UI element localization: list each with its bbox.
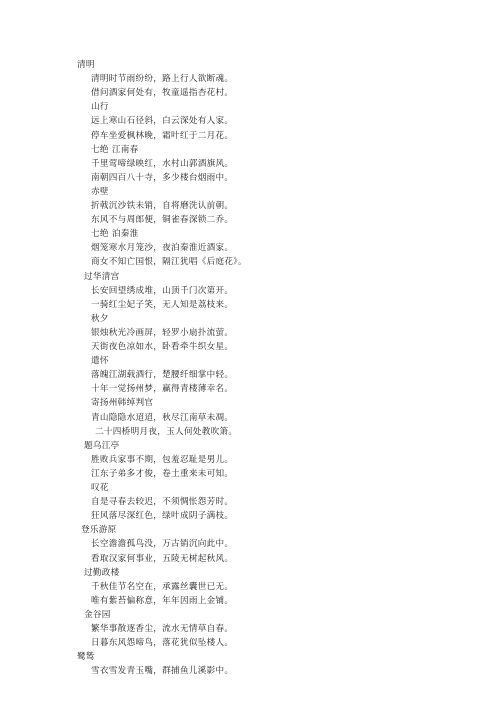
poem-verse: 天街夜色凉如水，卧看牵牛织女星。 (91, 342, 234, 352)
poem-title: 清明 (77, 60, 95, 70)
poem-title: 题乌江亭 (84, 440, 120, 451)
poem-title: 过勤政楼 (84, 567, 120, 578)
poem-title: 遣怀 (91, 356, 109, 367)
poem-verse: 胜败兵家事不期，包羞忍耻是男儿。 (91, 454, 234, 465)
poem-verse: 烟笼寒水月笼沙，夜泊秦淮近酒家。 (91, 243, 234, 254)
poem-title: 七绝 江南春 (91, 144, 139, 155)
poem-verse: 雪衣雪发青玉嘴，群捕鱼儿溪影中。 (91, 666, 234, 677)
poem-title: 寄扬州韩绰判官 (91, 398, 154, 409)
poem-verse: 停车坐爱枫林晚，霜叶红于二月花。 (91, 130, 234, 141)
poem-verse: 东风不与周郎便，铜雀春深锁二乔。 (91, 215, 234, 226)
poem-verse: 折戟沉沙铁未销，自将磨洗认前朝。 (91, 201, 234, 211)
poem-title: 秋夕 (91, 313, 109, 324)
poem-verse: 看取汉家何事业，五陵无树起秋风。 (91, 553, 234, 564)
poem-verse: 狂风落尽深红色，绿叶成阴子满枝。 (91, 511, 234, 522)
poem-title: 叹花 (91, 483, 109, 493)
poem-title: 赤壁 (91, 186, 109, 197)
poem-verse: 商女不知亡国恨，隔江犹唱《后庭花》。 (91, 257, 247, 268)
poem-verse: 千里莺啼绿映红，水村山郭酒旗风。 (91, 158, 234, 169)
poem-verse: 繁华事散逐香尘，流水无情草自春。 (91, 624, 234, 634)
poem-verse: 二十四桥明月夜，玉人何处教吹箫。 (95, 426, 238, 437)
poem-title: 过华清宫 (84, 271, 120, 282)
poem-title: 鹭鸶 (77, 652, 95, 663)
poem-verse: 落魄江湖载酒行，楚腰纤细掌中轻。 (91, 370, 234, 381)
poem-verse: 自是寻春去较迟，不须惆怅怨芳时。 (91, 497, 234, 508)
poem-verse: 江东子弟多才俊，卷土重来未可知。 (91, 468, 234, 479)
poem-title: 登乐游原 (81, 525, 117, 536)
poem-verse: 南朝四百八十寺，多少楼台烟雨中。 (91, 172, 234, 183)
poem-verse: 银烛秋光冷画屏，轻罗小扇扑流萤。 (91, 327, 234, 338)
poem-verse: 长安回望绣成堆，山顶千门次第开。 (91, 285, 234, 296)
poem-verse: 一骑红尘妃子笑，无人知是荔枝来。 (91, 299, 234, 310)
poem-verse: 远上寒山石径斜，白云深处有人家。 (91, 116, 234, 127)
poem-title: 金谷园 (84, 609, 111, 620)
poem-verse: 千秋佳节名空在，承露丝囊世已无。 (91, 581, 234, 592)
poem-verse: 长空澹澹孤鸟没，万古销沉向此中。 (91, 539, 234, 550)
poem-title: 七绝 泊秦淮 (91, 229, 139, 240)
poem-verse: 日暮东风怨啼鸟，落花犹似坠楼人。 (91, 638, 234, 649)
poem-verse: 唯有紫苔偏称意，年年因雨上金铺。 (91, 595, 234, 606)
poem-verse: 青山隐隐水迢迢，秋尽江南草未凋。 (91, 412, 234, 423)
poem-verse: 十年一觉扬州梦，赢得青楼薄幸名。 (91, 384, 234, 395)
poem-verse: 借问酒家何处有，牧童遥指杏花村。 (91, 88, 234, 99)
poem-verse: 清明时节雨纷纷，路上行人欲断魂。 (91, 74, 234, 85)
poem-title: 山行 (91, 102, 109, 113)
